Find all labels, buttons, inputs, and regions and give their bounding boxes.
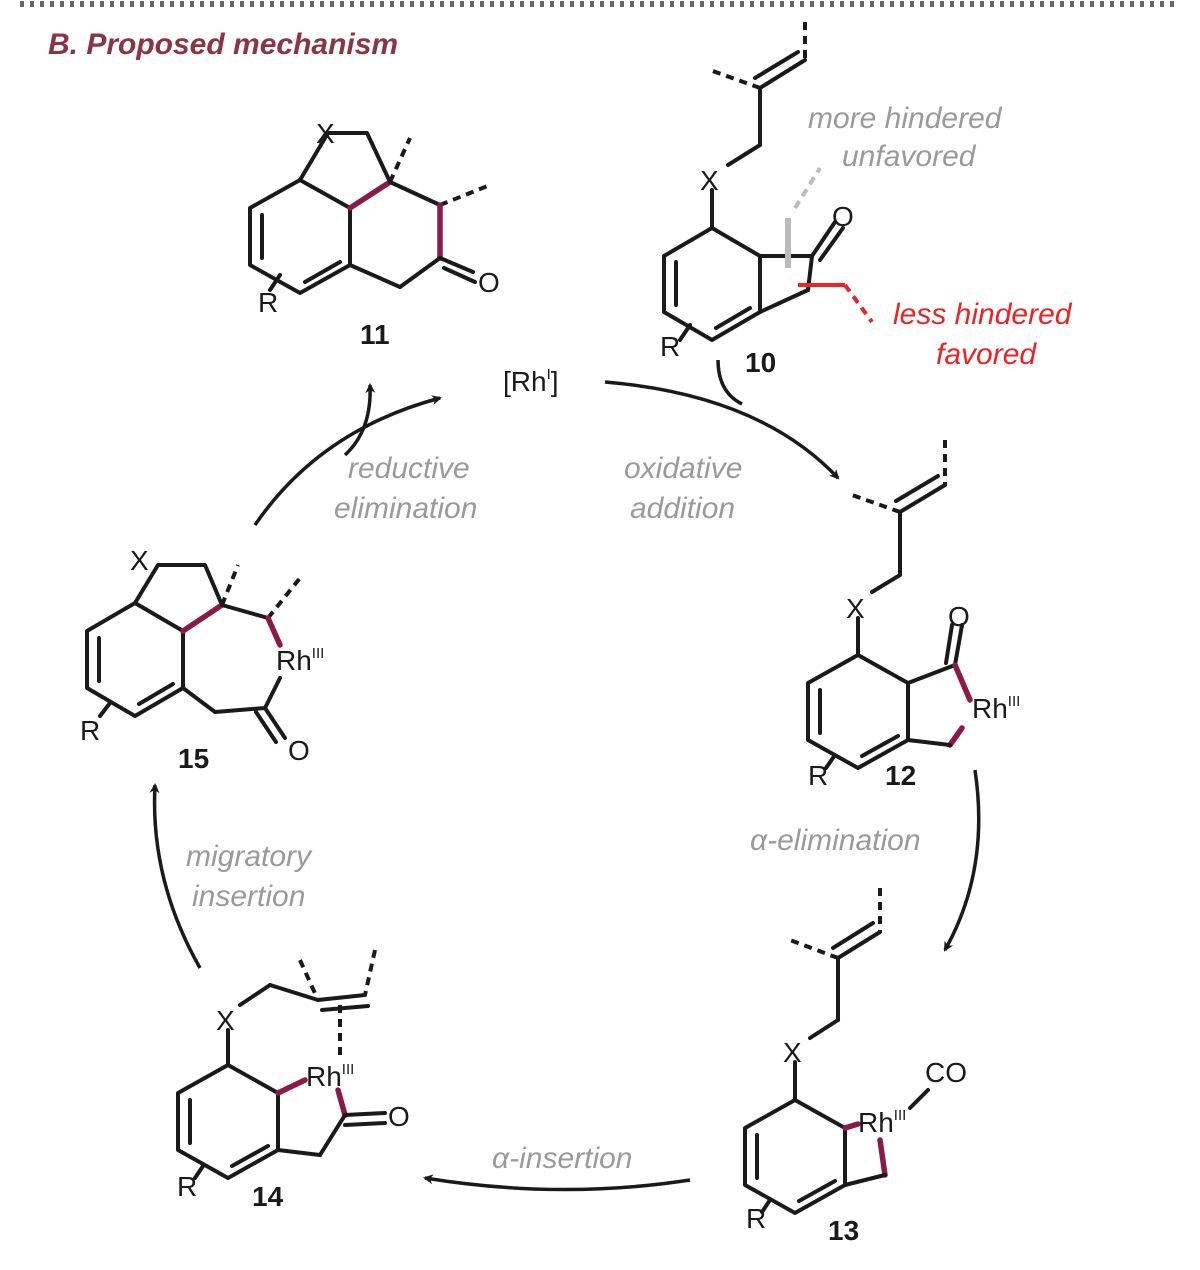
x-atom: X [216,1005,235,1036]
compound-label-15: 15 [178,743,210,774]
compound-10 [660,22,872,378]
o-atom: O [948,601,970,632]
x-atom: X [846,593,865,624]
rh-atom: Rh [972,693,1008,724]
o-atom: O [832,201,854,232]
rh-atom: Rh [306,1061,342,1092]
label-alpha-insertion: α-insertion [492,1142,633,1175]
label-alpha-elimination: α-elimination [750,824,921,857]
svg-text:RhIII [972,693,1020,724]
r-substituent: R [177,1171,198,1202]
compound-15 [80,545,324,774]
section-title: B. Proposed mechanism [48,28,399,61]
r-substituent: R [80,715,101,746]
note-unfavored: unfavored [842,140,976,173]
catalyst-oxidation: I [546,366,551,383]
r-substituent: R [660,331,681,362]
r-substituent: R [258,287,279,318]
compound-11 [250,118,500,350]
svg-text:RhIII [306,1061,354,1092]
catalyst-bracket: ] [550,366,559,397]
x-atom: X [316,118,335,149]
o-atom: O [478,267,500,298]
rh-oxidation: III [311,645,325,662]
o-atom: O [388,1101,410,1132]
compound-12 [808,440,1020,791]
svg-text:[RhI] [503,366,559,397]
svg-text:RhIII [276,645,324,676]
x-atom: X [783,1037,802,1068]
o-atom: O [288,735,310,766]
compound-14 [177,950,410,1212]
label-insertion: insertion [192,880,306,913]
r-substituent: R [808,760,829,791]
r-substituent: R [746,1203,767,1234]
rh-oxidation: III [341,1061,355,1078]
arrow-product-release [345,385,370,455]
arrow-alpha-insertion [425,1178,690,1190]
note-less-hindered: less hindered [893,298,1072,331]
x-atom: X [700,165,719,196]
arrow-alpha-elimination [945,770,979,950]
catalyst-rh: [Rh [503,366,547,397]
compound-label-11: 11 [360,319,390,350]
arrow-migratory-insertion [155,785,200,968]
note-more-hindered: more hindered [808,102,1002,135]
catalyst-label [503,366,559,397]
note-favored: favored [936,338,1037,371]
rh-oxidation: III [893,1107,907,1124]
compound-label-14: 14 [252,1181,284,1212]
compound-label-12: 12 [885,760,917,791]
label-reductive: reductive [348,452,470,485]
label-addition: addition [630,492,736,525]
rh-atom: Rh [276,645,312,676]
compound-label-13: 13 [828,1215,860,1246]
label-elimination: elimination [334,492,478,525]
compound-13 [745,888,967,1246]
label-migratory: migratory [186,840,312,873]
x-atom: X [130,545,149,576]
rh-atom: Rh [858,1107,894,1138]
label-oxidative: oxidative [624,452,743,485]
rh-oxidation: III [1007,693,1021,710]
svg-text:RhIII [858,1107,906,1138]
co-ligand: CO [925,1057,967,1088]
compound-label-10: 10 [745,347,777,378]
arrow-substrate-entry [718,360,742,404]
